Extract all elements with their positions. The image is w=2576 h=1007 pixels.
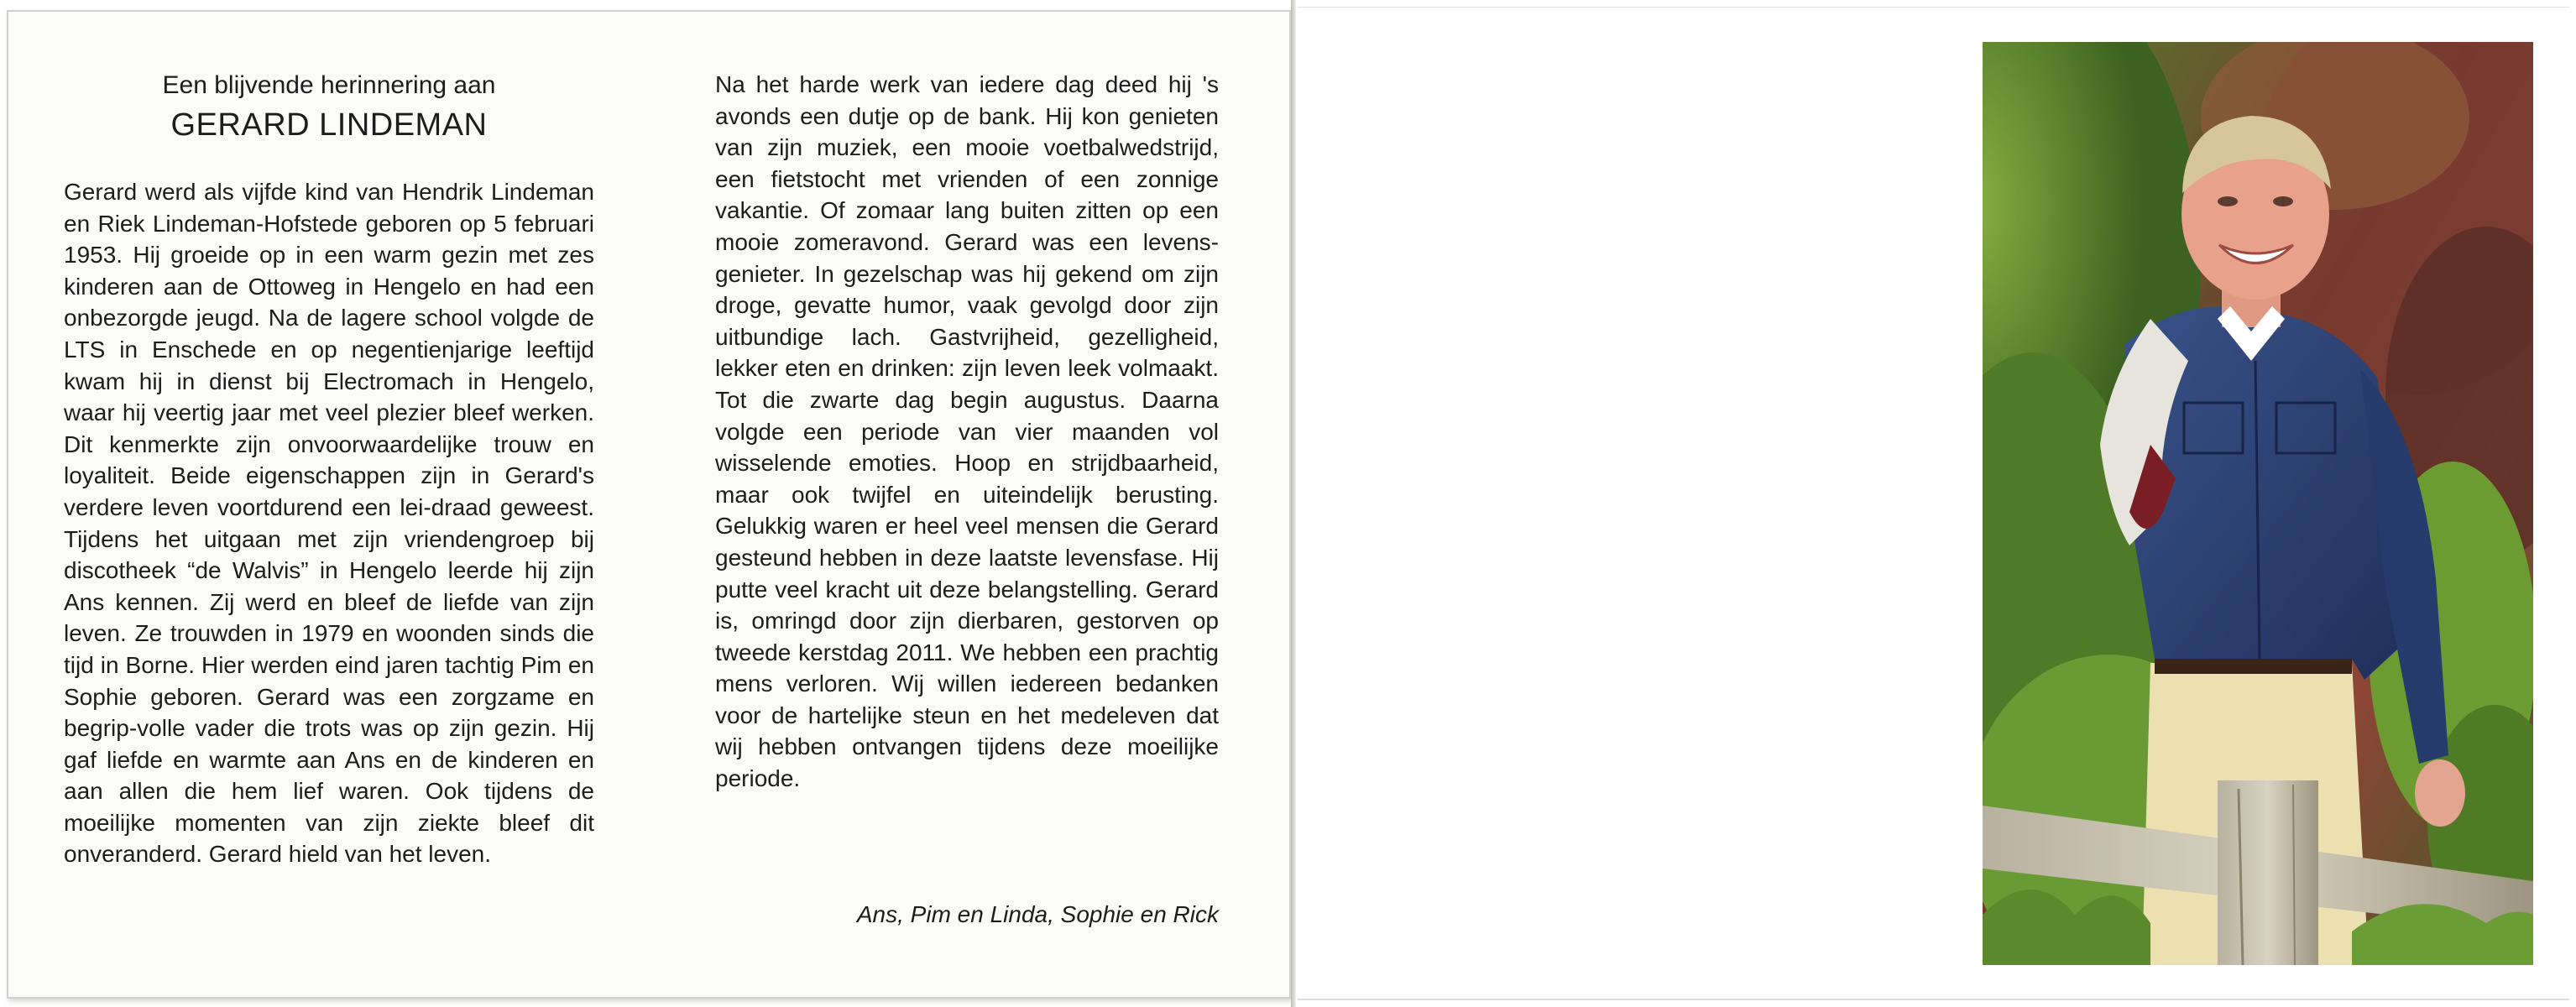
biography-left-column: Gerard werd als vijfde kind van Hendrik Lindeman en Riek Lindeman-Hofstede geboren op 5 februari 1953. Hij groeide op in een warm gezin met zes kinderen aan de Ottoweg in Hengelo en had een onbezorgde jeugd. Na de lagere school volgde de LTS in Enschede en op negentienjarige leeftijd kwam hij in dienst bij Electromach in Hengelo, waar hij veertig jaar met veel plezier bleef werken. Dit kenmerkte zijn onvoorwaardelijke trouw en loyaliteit. Beide eigenschappen zijn in Gerard's verdere leven voortdurend een lei-draad geweest. Tijdens het uitgaan met zijn vriendengroep bij discotheek “de Walvis” in Hengelo leerde hij zijn Ans kennen. Zij werd en bleef de liefde van zijn leven. Ze trouwden in 1979 en woonden sinds die tijd in Borne. Hier werden eind jaren tachtig Pim en Sophie geboren. Gerard was een zorgzame en begrip-volle vader die trots was op zijn gezin. Hij gaf liefde en warmte aan Ans en de kinderen en aan allen die hem lief waren. Ook tijdens de moeilijke momenten van zijn ziekte bleef dit onveranderd. Gerard hield van het leven.	[64, 179, 594, 868]
portrait-photo	[1983, 42, 2533, 965]
family-signature: Ans, Pim en Linda, Sophie en Rick	[856, 901, 1219, 927]
card-fold	[1291, 0, 1296, 1007]
memorial-intro: Een blijvende herinnering aan	[162, 71, 496, 99]
biography-right-column: Na het harde werk van iedere dag deed hij 's avonds een dutje op de bank. Hij kon genieten van zijn muziek, een mooie voetbalwedstrijd, een fietstocht met vrienden of een zonnige vakantie. Of zomaar lang buiten zitten op een mooie zomeravond. Gerard was een levens-genieter. In gezelschap was hij gekend om zijn droge, gevatte humor, vaak gevolgd door zijn uitbundige lach. Gastvrijheid, gezelligheid, lekker eten en drinken: zijn leven leek volmaakt. Tot die zwarte dag begin augustus. Daarna volgde een periode van vier maanden vol wisselende emoties. Hoop en strijdbaarheid, maar ook twijfel en uiteindelijk berusting. Gelukkig waren er heel veel mensen die Gerard gesteund hebben in deze laatste levensfase. Hij putte veel kracht uit deze belangstelling. Gerard is, omringd door zijn dierbaren, gestorven op tweede kerstdag 2011. We hebben een prachtig mens verloren. Wij willen iedereen bedanken voor de hartelijke steun en het medeleven dat wij hebben ontvangen tijdens deze moeilijke periode.	[715, 71, 1219, 792]
deceased-name: GERARD LINDEMAN	[170, 107, 488, 143]
